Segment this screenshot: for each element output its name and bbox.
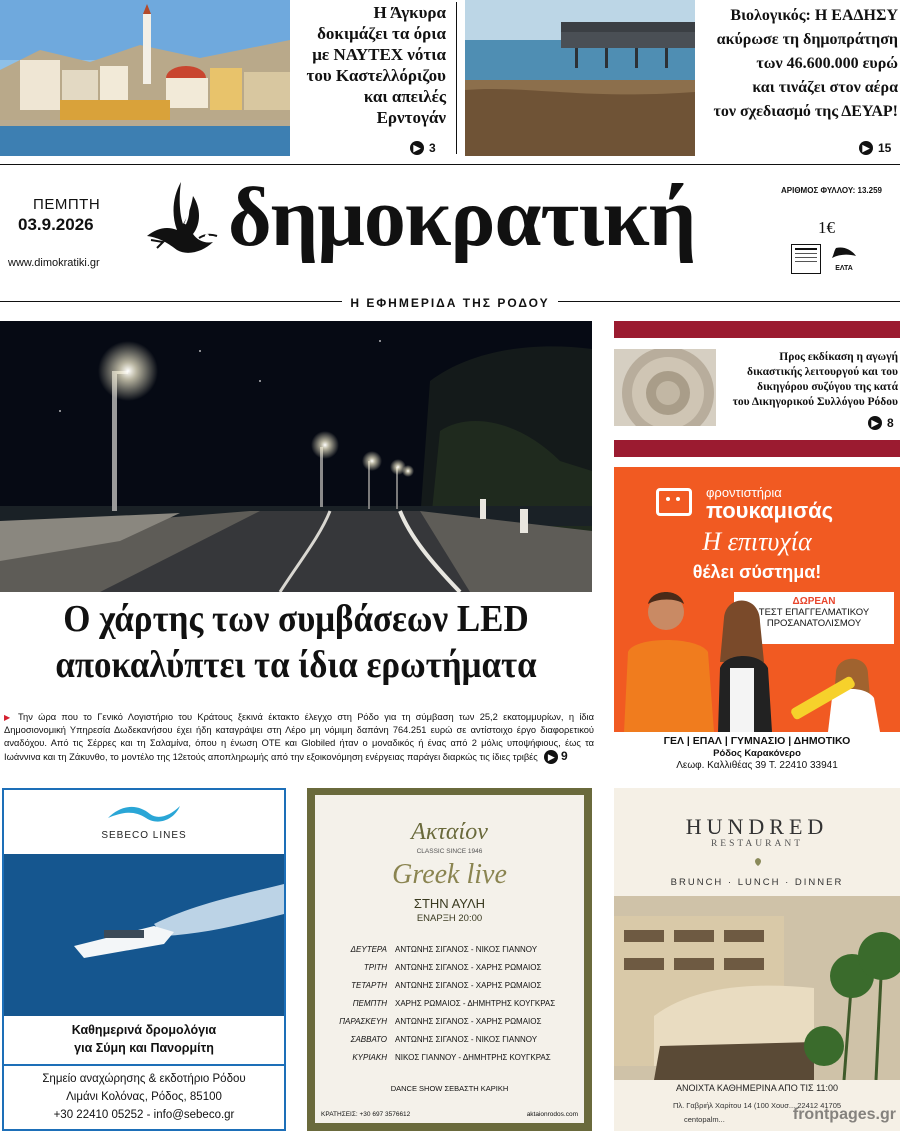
sebeco-office-line: Λιμάνι Κολόνας, Ρόδος, 85100 (66, 1091, 222, 1103)
teaser-left-photo[interactable] (0, 0, 290, 156)
main-story-body (4, 711, 594, 764)
teaser-right-line: τον σχεδιασμό της ΔΕΥΑΡ! (713, 103, 898, 120)
poukamisas-brand-small: φροντιστήρια (706, 485, 782, 500)
teaser-left-line: Ερντογάν (376, 108, 446, 127)
side-story-line: Προς εκδίκαση η αγωγή (779, 351, 898, 363)
teaser-right-line: ακύρωσε τη δημοπράτηση (716, 31, 898, 48)
poukamisas-logo-icon (656, 488, 692, 516)
postage-stamp (791, 244, 821, 274)
teaser-right-photo[interactable] (465, 0, 695, 156)
aktaion-start: ΕΝΑΡΞΗ 20:00 (416, 913, 483, 924)
aktaion-dance-show: DANCE SHOW ΣΕΒΑΣΤΗ ΚΑΡΙΚΗ (390, 1084, 509, 1093)
schedule-row (315, 976, 584, 994)
price: 1€ (818, 218, 835, 237)
sebeco-office-line: Σημείο αναχώρησης & εκδοτήριο Ρόδου (42, 1073, 246, 1085)
teaser-right-text-block[interactable] (700, 4, 898, 124)
schedule-row (315, 1048, 584, 1066)
main-story-photo[interactable] (0, 321, 592, 592)
schedule-row (315, 994, 584, 1012)
arrow-right-icon: ▶ (859, 141, 873, 155)
schedule-row (315, 940, 584, 958)
main-headline-block[interactable] (0, 596, 592, 688)
ad-hundred[interactable] (614, 788, 900, 1131)
page-number: 8 (887, 416, 894, 430)
teaser-right-line: των 46.600.000 ευρώ (756, 55, 898, 72)
bullet-icon: ▶ (4, 713, 13, 722)
poukamisas-slogan-script: Η επιτυχία (702, 527, 812, 556)
schedule-artists: ΧΑΡΗΣ ΡΩΜΑΙΟΣ - ΔΗΜΗΤΡΗΣ ΚΟΥΓΚΡΑΣ (395, 998, 556, 1008)
poukamisas-slogan: θέλει σύστημα! (692, 562, 822, 582)
teaser-right-line: Βιολογικός: Η ΕΑΔΗΣΥ (730, 7, 898, 24)
teaser-left-text-block[interactable] (296, 2, 446, 128)
elta-label: ΕΛΤΑ (835, 265, 853, 272)
schedule-row (315, 1012, 584, 1030)
masthead-logo[interactable]: δημοκρατική (228, 171, 696, 264)
teaser-right-line: και τινάζει στον αέρα (752, 79, 898, 96)
schedule-day: ΠΕΜΠΤΗ (352, 998, 387, 1008)
aktaion-website[interactable]: aktaionrodos.com (526, 1111, 578, 1118)
schedule-artists: ΝΙΚΟΣ ΓΙΑΝΝΟΥ - ΔΗΜΗΤΡΗΣ ΚΟΥΓΚΡΑΣ (395, 1052, 551, 1062)
teaser-left-page-ref[interactable] (410, 141, 436, 155)
schedule-day: ΚΥΡΙΑΚΗ (352, 1052, 387, 1062)
offer-line: ΠΡΟΣΑΝΑΤΟΛΙΣΜΟΥ (766, 618, 862, 629)
offer-line: ΤΕΣΤ ΕΠΑΓΓΕΛΜΑΤΙΚΟΥ (758, 607, 870, 618)
teaser-left-line: και απειλές (363, 87, 446, 106)
poukamisas-footer-box (614, 732, 900, 777)
aktaion-since: CLASSIC SINCE 1946 (416, 848, 483, 855)
aktaion-event: Greek live (392, 859, 507, 890)
masthead-day: ΠΕΜΠΤΗ (33, 196, 101, 213)
teaser-left-line: με ΝΑΥΤΕΧ νότια (312, 45, 446, 64)
leaf-icon (752, 854, 764, 864)
sebeco-contact[interactable]: +30 22410 05252 - info@sebeco.gr (53, 1109, 235, 1121)
main-headline-line: Ο χάρτης των συμβάσεων LED (63, 598, 529, 640)
dove-logo-icon (143, 178, 221, 262)
hundred-hours: ΑΝΟΙΧΤΑ ΚΑΘΗΜΕΡΙΝΑ ΑΠΟ ΤΙΣ 11:00 (676, 1083, 838, 1093)
schedule-day: ΤΡΙΤΗ (363, 962, 387, 972)
hundred-building-photo (614, 896, 900, 1080)
teaser-right-page-ref[interactable] (859, 141, 891, 155)
teaser-left-line: του Καστελλόριζου (306, 66, 446, 85)
sebeco-ship-photo (4, 854, 284, 1016)
schedule-artists: ΑΝΤΩΝΗΣ ΣΙΓΑΝΟΣ - ΝΙΚΟΣ ΓΙΑΝΝΟΥ (395, 944, 538, 954)
masthead-date: 03.9.2026 (18, 215, 94, 234)
schedule-day: ΤΕΤΑΡΤΗ (351, 980, 387, 990)
aktaion-schedule (315, 940, 584, 1066)
poukamisas-brand: πουκαμισάς (706, 498, 834, 523)
poukamisas-levels: ΓΕΛ | ΕΠΑΛ | ΓΥΜΝΑΣΙΟ | ΔΗΜΟΤΙΚΟ (663, 735, 851, 747)
masthead-top-rule (0, 164, 900, 165)
sebeco-divider (4, 1064, 284, 1066)
elta-logo (826, 246, 862, 272)
vertical-divider (456, 2, 457, 154)
masthead-tagline: Η ΕΦΗΜΕΡΙΔΑ ΤΗΣ ΡΟΔΟΥ (342, 296, 557, 310)
poukamisas-address: Λεωφ. Καλλιθέας 39 Τ. 22410 33941 (676, 760, 838, 771)
tagline-wrap (0, 294, 900, 312)
side-story-line: του Δικηγορικού Συλλόγου Ρόδου (732, 396, 898, 408)
schedule-artists: ΑΝΤΩΝΗΣ ΣΙΓΑΝΟΣ - ΧΑΡΗΣ ΡΩΜΑΙΟΣ (395, 980, 542, 990)
hundred-subtitle: RESTAURANT (710, 839, 804, 849)
side-story-text-block[interactable] (720, 350, 898, 410)
ad-sebeco[interactable] (2, 788, 286, 1131)
arrow-right-icon: ▶ (410, 141, 424, 155)
aktaion-reservations[interactable]: ΚΡΑΤΗΣΕΙΣ: +30 697 3576612 (321, 1111, 411, 1118)
page-number: 9 (560, 749, 568, 763)
arrow-right-icon: ▶ (868, 416, 882, 430)
side-story-line: δικηγόρου συζύγου της κατά (757, 381, 898, 393)
frontpages-watermark: frontpages.gr (792, 1106, 896, 1123)
side-story-page-ref[interactable] (868, 416, 894, 430)
aktaion-inner (315, 795, 584, 1123)
schedule-artists: ΑΝΤΩΝΗΣ ΣΙΓΑΝΟΣ - ΧΑΡΗΣ ΡΩΜΑΙΟΣ (395, 1016, 542, 1026)
aktaion-brand: Ακταίον (411, 819, 488, 845)
teaser-left-line: Η Άγκυρα (373, 3, 446, 22)
schedule-day: ΣΑΒΒΑΤΟ (350, 1034, 387, 1044)
ad-poukamisas[interactable] (614, 467, 900, 732)
sebeco-brand: SEBECO LINES (101, 830, 187, 841)
lawyers-seal-photo[interactable] (614, 349, 716, 426)
sheet-number: ΑΡΙΘΜΟΣ ΦΥΛΛΟΥ: 13.259 (781, 186, 882, 195)
aktaion-venue: ΣΤΗΝ ΑΥΛΗ (413, 896, 486, 911)
schedule-day: ΠΑΡΑΣΚΕΥΗ (339, 1016, 387, 1026)
schedule-row (315, 1030, 584, 1048)
schedule-artists: ΑΝΤΩΝΗΣ ΣΙΓΑΝΟΣ - ΝΙΚΟΣ ΓΙΑΝΝΟΥ (395, 1034, 538, 1044)
page-number: 15 (878, 141, 892, 155)
side-story-bottom-bar (614, 440, 900, 457)
teaser-left-line: δοκιμάζει τα όρια (317, 24, 446, 43)
hundred-email[interactable]: centopalm... (684, 1115, 725, 1124)
students-photo (614, 582, 900, 732)
hundred-brand: HUNDRED (685, 814, 829, 839)
side-story-line: δικαστικής λειτουργού και του (747, 366, 898, 378)
arrow-right-icon: ▶ (544, 750, 558, 764)
masthead-website[interactable]: www.dimokratiki.gr (8, 257, 100, 269)
ad-aktaion[interactable] (307, 788, 592, 1131)
sebeco-routes-line: Καθημερινά δρομολόγια (71, 1023, 217, 1037)
hundred-meals: BRUNCH · LUNCH · DINNER (670, 877, 844, 888)
hundred-address: Πλ. Γαβριήλ Χαρίτου 14 (100 Χουσ... 22412 41705 (672, 1101, 842, 1110)
main-story-text: Την ώρα που το Γενικό Λογιστήριο του Κράτους ξεκινά έκτακτο έλεγχο στη Ρόδο για τη σύμβαση των 25,2 εκατομμυρίων, η ίδια Δημοσιονομική Υπηρεσία Δωδεκανήσου έχει ήδη καταγράψει στη Λέρο μη νόμιμη δαπάνη 764.251 ευρώ σε αντίστοιχο έργο διαφορετικού αναδόχου. Από τις Σέρρες και τη Σαλαμίνα, όπου η ένωση ΟΤΕ και Globiled ήταν ο μοναδικός ή ένας από 2 μόλις υποψήφιους, έως τα Ιωάννινα και τη Ζάκυνθο, το μοντέλο της 12ετούς αποπληρωμής από την εξοικονόμηση ενέργειας παράγει διαρκώς τις ίδιες τριβές (4, 712, 594, 762)
schedule-day: ΔΕΥΤΕΡΑ (350, 944, 387, 954)
offer-line: ΔΩΡΕΑΝ (792, 596, 836, 607)
main-headline-line: αποκαλύπτει τα ίδια ερωτήματα (55, 644, 537, 686)
schedule-row (315, 958, 584, 976)
page-number: 3 (429, 141, 436, 155)
side-story-top-bar (614, 321, 900, 338)
poukamisas-location: Ρόδος Καρακόνερο (713, 748, 801, 759)
wave-logo-icon (104, 800, 184, 824)
sebeco-routes-line: για Σύμη και Πανορμίτη (74, 1041, 214, 1055)
schedule-artists: ΑΝΤΩΝΗΣ ΣΙΓΑΝΟΣ - ΧΑΡΗΣ ΡΩΜΑΙΟΣ (395, 962, 542, 972)
